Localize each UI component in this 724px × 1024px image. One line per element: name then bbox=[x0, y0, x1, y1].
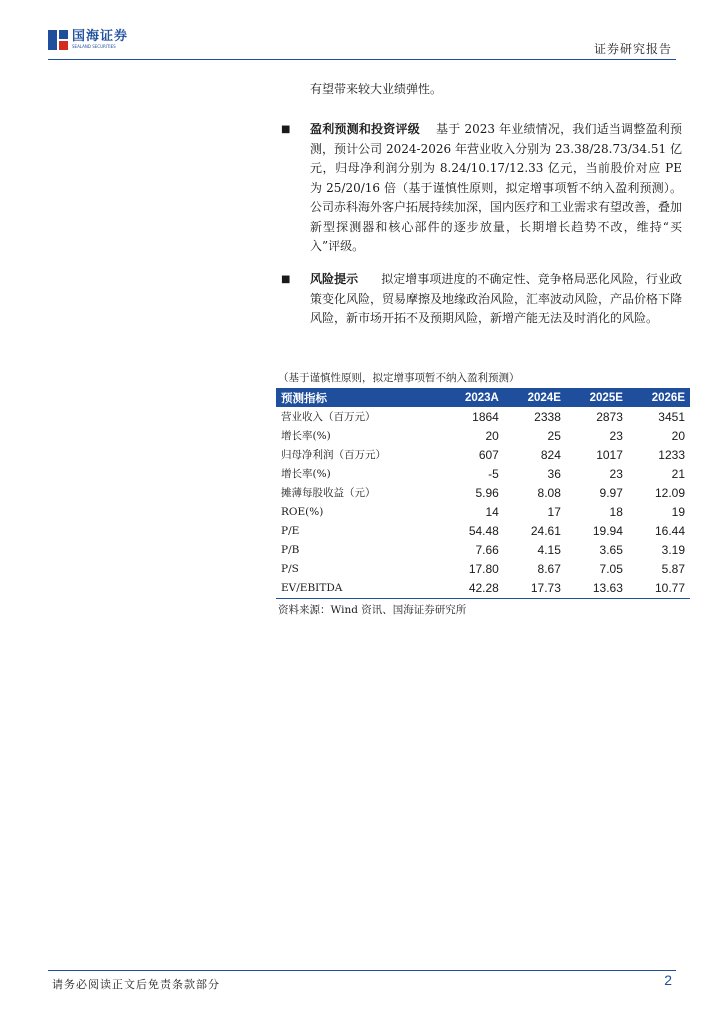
row-label-cell: ROE(%) bbox=[281, 506, 324, 519]
value-cell: 8.08 bbox=[537, 485, 561, 500]
table-header-cell: 2023A bbox=[441, 388, 504, 407]
value-cell: 3.65 bbox=[599, 543, 623, 558]
table-row bbox=[276, 483, 690, 502]
value-cell: 2338 bbox=[534, 409, 561, 424]
table-row bbox=[276, 560, 690, 579]
value-cell: 16.44 bbox=[654, 524, 685, 539]
value-cell: 17 bbox=[547, 505, 561, 520]
value-cell: 20 bbox=[485, 428, 499, 443]
company-logo bbox=[48, 30, 128, 50]
value-cell: 7.66 bbox=[475, 543, 499, 558]
table-row bbox=[276, 445, 690, 464]
row-label-cell: 摊薄每股收益（元） bbox=[281, 487, 376, 500]
row-label-cell: 营业收入（百万元） bbox=[281, 411, 376, 424]
row-label-cell: P/S bbox=[281, 563, 299, 576]
bullet-icon: ■ bbox=[281, 124, 291, 135]
value-cell: 19.94 bbox=[592, 524, 623, 539]
row-label-cell: 增长率(%) bbox=[281, 430, 331, 443]
row-label-cell: 归母净利润（百万元） bbox=[281, 449, 386, 462]
page-number: 2 bbox=[664, 972, 672, 988]
value-cell: 1233 bbox=[658, 447, 685, 462]
table-header-cell: 预测指标 bbox=[276, 388, 441, 407]
value-cell: 17.73 bbox=[504, 579, 566, 599]
forecast-body: 基于 2023 年业绩情况，我们适当调整盈利预测，预计公司 2024-2026 年营业收入分别为 23.38/28.73/34.51 亿元，归母净利润分别为 8.24/10.17/12.33 亿元，当前股价对应 PE 为 25/20/16 倍（基于谨慎性原则，拟定增事项暂不纳入盈利预测）。公司赤科海外客户拓展持续加深，国内医疗和工业需求有望改善，叠加新型探测器和核心部件的逐步放量，长期增长趋势不改，维持“买入”评级。 bbox=[310, 122, 683, 253]
table-header-cell: 2025E bbox=[566, 388, 628, 407]
table-row bbox=[276, 407, 690, 426]
header-divider bbox=[48, 59, 676, 60]
logo-icon bbox=[48, 30, 68, 50]
row-label-cell: 增长率(%) bbox=[281, 468, 331, 481]
row-label-cell: EV/EBITDA bbox=[276, 579, 441, 599]
value-cell: 10.77 bbox=[628, 579, 690, 599]
value-cell: 21 bbox=[671, 466, 685, 481]
value-cell: 14 bbox=[485, 505, 499, 520]
table-header-row bbox=[276, 388, 690, 407]
footer-disclaimer: 请务必阅读正文后免责条款部分 bbox=[52, 978, 220, 991]
forecast-paragraph bbox=[310, 120, 682, 257]
report-type-label: 证券研究报告 bbox=[593, 42, 672, 56]
value-cell: 1864 bbox=[472, 409, 499, 424]
risk-body: 拟定增事项进度的不确定性、竞争格局恶化风险，行业政策变化风险，贸易摩擦及地缘政治风险，汇率波动风险，产品价格下降风险，新市场开拓不及预期风险，新增产能无法及时消化的风险。 bbox=[310, 272, 683, 325]
footer-divider bbox=[48, 970, 676, 971]
value-cell: 3451 bbox=[658, 409, 685, 424]
value-cell: 19 bbox=[671, 505, 685, 520]
row-label-cell: P/E bbox=[281, 525, 300, 538]
bullet-icon: ■ bbox=[281, 274, 291, 285]
value-cell: 12.09 bbox=[654, 485, 685, 500]
table-header-cell: 2026E bbox=[628, 388, 690, 407]
page-header bbox=[0, 0, 724, 62]
value-cell: 17.80 bbox=[468, 562, 499, 577]
value-cell: 607 bbox=[478, 447, 499, 462]
table-row bbox=[276, 426, 690, 445]
risk-paragraph bbox=[310, 270, 682, 329]
value-cell: 5.87 bbox=[661, 562, 685, 577]
risk-title: 风险提示 bbox=[310, 272, 359, 286]
table-source-note: 资料来源：Wind 资讯、国海证券研究所 bbox=[278, 604, 467, 616]
value-cell: 42.28 bbox=[441, 579, 504, 599]
logo-text-cn: 国海证券 bbox=[72, 29, 129, 44]
value-cell: 5.96 bbox=[475, 485, 499, 500]
value-cell: 1017 bbox=[596, 447, 623, 462]
value-cell: -5 bbox=[488, 466, 499, 481]
value-cell: 54.48 bbox=[468, 524, 499, 539]
logo-text-en: SEALAND SECURITIES bbox=[72, 44, 116, 49]
table-row bbox=[276, 541, 690, 560]
value-cell: 13.63 bbox=[566, 579, 628, 599]
value-cell: 18 bbox=[609, 505, 623, 520]
value-cell: 9.97 bbox=[599, 485, 623, 500]
forecast-title: 盈利预测和投资评级 bbox=[310, 122, 420, 136]
value-cell: 3.19 bbox=[661, 543, 685, 558]
table-header-cell: 2024E bbox=[504, 388, 566, 407]
intro-paragraph-tail: 有望带来较大业绩弹性。 bbox=[310, 82, 443, 96]
table-row bbox=[276, 579, 690, 599]
forecast-table bbox=[276, 388, 690, 599]
value-cell: 36 bbox=[547, 466, 561, 481]
value-cell: 24.61 bbox=[530, 524, 561, 539]
value-cell: 23 bbox=[609, 428, 623, 443]
table-row bbox=[276, 464, 690, 483]
value-cell: 25 bbox=[547, 428, 561, 443]
table-row bbox=[276, 522, 690, 541]
value-cell: 20 bbox=[671, 428, 685, 443]
table-row bbox=[276, 502, 690, 521]
table-caption: （基于谨慎性原则，拟定增事项暂不纳入盈利预测） bbox=[278, 372, 520, 384]
value-cell: 2873 bbox=[596, 409, 623, 424]
value-cell: 824 bbox=[540, 447, 561, 462]
value-cell: 4.15 bbox=[537, 543, 561, 558]
value-cell: 23 bbox=[609, 466, 623, 481]
value-cell: 7.05 bbox=[599, 562, 623, 577]
row-label-cell: P/B bbox=[281, 544, 300, 557]
value-cell: 8.67 bbox=[537, 562, 561, 577]
